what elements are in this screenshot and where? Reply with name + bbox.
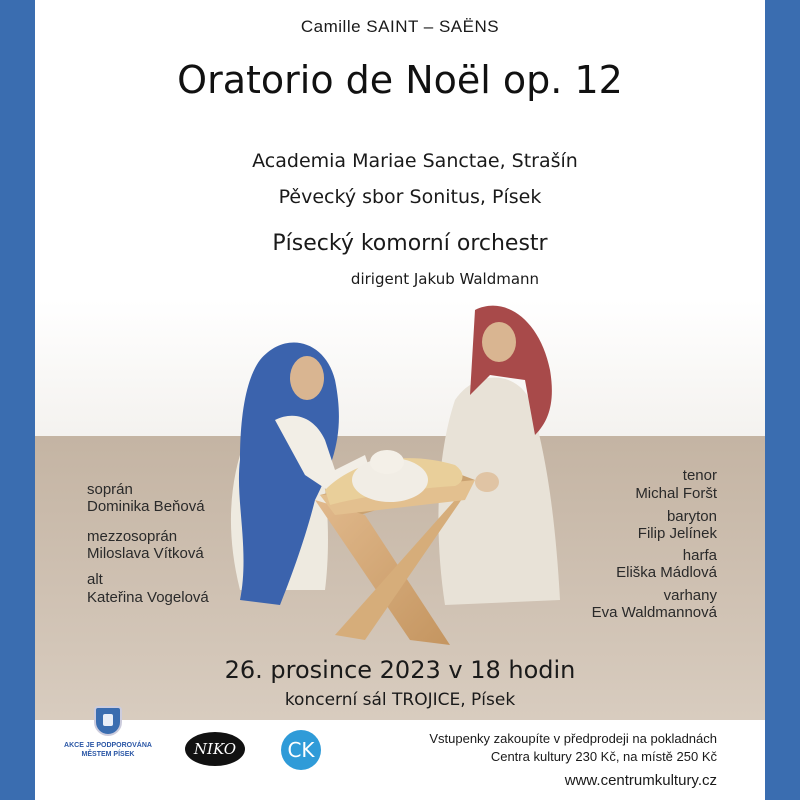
soloist-name: Miloslava Vítková: [87, 545, 204, 562]
conductor-name: dirigent Jakub Waldmann: [350, 270, 540, 288]
soloist-name: Filip Jelínek: [637, 525, 717, 542]
sponsor-text-line1: AKCE JE PODPOROVÁNA: [64, 742, 152, 749]
soloist-name: Eliška Mádlová: [616, 564, 717, 581]
composer-name: Camille SAINT – SAËNS: [300, 17, 500, 36]
soloist-name: Eva Waldmannová: [591, 604, 717, 621]
city-pisek-logo: [63, 706, 153, 759]
event-venue: koncerní sál TROJICE, Písek: [284, 690, 516, 710]
soloist-role: varhany: [663, 587, 717, 604]
concert-title: Oratorio de Noël op. 12: [177, 58, 623, 102]
soloist-role: mezzosoprán: [87, 528, 178, 545]
soloist-name: Kateřina Vogelová: [87, 589, 209, 606]
soloist-role: soprán: [87, 481, 133, 498]
soloist-role: tenor: [682, 467, 717, 484]
poster: [35, 0, 765, 800]
ensemble-academia: Academia Mariae Sanctae, Strašín: [252, 150, 578, 172]
website-link[interactable]: www.centrumkultury.cz: [564, 772, 717, 789]
orchestra-name: Písecký komorní orchestr: [272, 231, 548, 256]
ticket-info-line2: Centra kultury 230 Kč, na místě 250 Kč: [490, 749, 717, 764]
city-crest-icon: [94, 706, 122, 736]
ensemble-sonitus: Pěvecký sbor Sonitus, Písek: [278, 186, 542, 208]
right-blue-border: [765, 0, 800, 800]
left-blue-border: [0, 0, 35, 800]
soloist-name: Dominika Beňová: [87, 498, 205, 515]
centrum-kultury-logo: CK: [281, 730, 321, 770]
ticket-info-line1: Vstupenky zakoupíte v předprodeji na pokladnách: [429, 731, 717, 746]
soloist-role: alt: [87, 571, 103, 588]
soloist-name: Michal Foršt: [635, 485, 717, 502]
event-date: 26. prosince 2023 v 18 hodin: [224, 656, 576, 684]
sponsor-text-line2: MĚSTEM PÍSEK: [81, 751, 135, 758]
soloist-role: harfa: [682, 547, 717, 564]
niko-logo: NIKO: [185, 732, 245, 766]
soloist-role: baryton: [666, 508, 717, 525]
